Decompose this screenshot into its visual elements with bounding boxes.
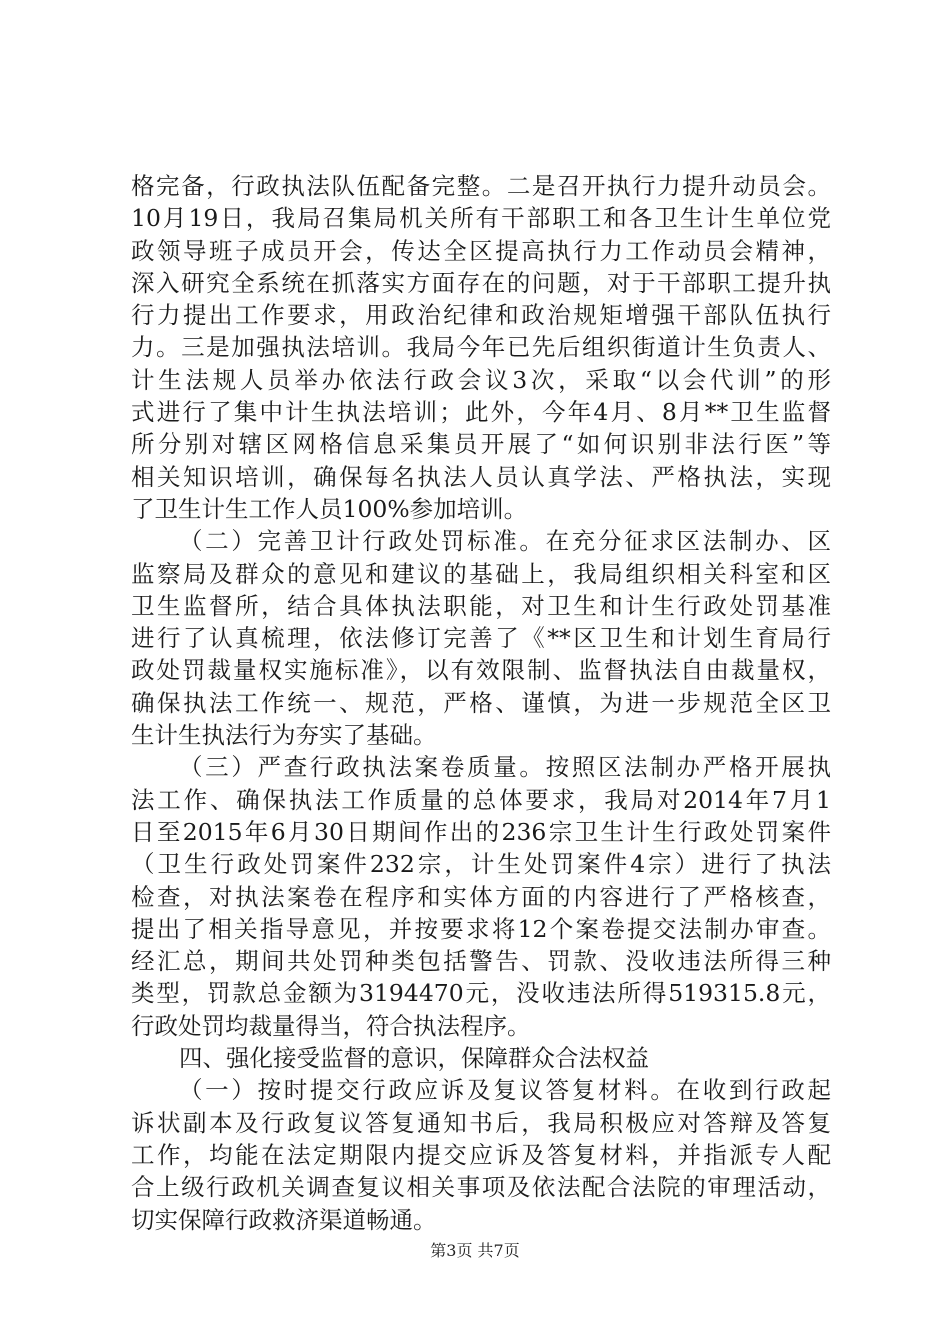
text-line: 了卫生计生工作人员100%参加培训。 [131,494,528,523]
text-line: 提出了相关指导意见，并按要求将12个案卷提交法制办审查。 [131,914,831,943]
page-number: 第3页 共7页 [430,1241,520,1260]
text-line: 深入研究全系统在抓落实方面存在的问题，对于干部职工提升执 [131,268,831,297]
text-line: 计生法规人员举办依法行政会议3次，采取“以会代训”的形 [131,365,831,394]
text-line: 式进行了集中计生执法培训；此外，今年4月、8月**卫生监督 [131,398,831,427]
text-line: 切实保障行政救济渠道畅通。 [131,1205,437,1234]
text-line: （卫生行政处罚案件232宗，计生处罚案件4宗）进行了执法 [131,850,831,879]
paragraph-training [131,170,831,525]
text-line: 政处罚裁量权实施标准》，以有效限制、监督执法自由裁量权， [131,656,831,685]
text-line: 力。三是加强执法培训。我局今年已先后组织街道计生负责人、 [131,333,831,362]
text-line: 行政处罚均裁量得当，符合执法程序。 [131,1011,531,1040]
paragraph-case-quality [131,751,831,1042]
text-line: 生计生执法行为夯实了基础。 [131,721,437,750]
text-line: 所分别对辖区网格信息采集员开展了“如何识别非法行医”等 [131,430,831,459]
text-line: 监察局及群众的意见和建议的基础上，我局组织相关科室和区 [131,559,831,588]
text-line: 行力提出工作要求，用政治纪律和政治规矩增强干部队伍执行 [131,301,831,330]
text-line: 日至2015年6月30日期间作出的236宗卫生计生行政处罚案件 [131,817,831,846]
section-heading: 四、强化接受监督的意识，保障群众合法权益 [179,1044,649,1073]
paragraph-litigation [131,1074,831,1235]
text-line: 合上级行政机关调查复议相关事项及依法配合法院的审理活动， [131,1173,831,1202]
text-line: 10月19日，我局召集局机关所有干部职工和各卫生计生单位党 [131,204,831,233]
text-line: （二）完善卫计行政处罚标准。在充分征求区法制办、区 [179,527,831,556]
document-body [131,170,831,1236]
text-line: 格完备，行政执法队伍配备完整。二是召开执行力提升动员会。 [131,172,831,200]
text-line: 诉状副本及行政复议答复通知书后，我局积极应对答辩及答复 [131,1108,831,1137]
text-line: 卫生监督所，结合具体执法职能，对卫生和计生行政处罚基准 [131,591,831,620]
paragraph-penalty-standard [131,525,831,751]
text-line: 经汇总，期间共处罚种类包括警告、罚款、没收违法所得三种 [131,947,831,976]
text-line: （一）按时提交行政应诉及复议答复材料。在收到行政起 [179,1076,831,1105]
text-line: 相关知识培训，确保每名执法人员认真学法、严格执法，实现 [131,462,831,491]
text-line: 进行了认真梳理，依法修订完善了《**区卫生和计划生育局行 [131,624,831,653]
text-line: 类型，罚款总金额为3194470元，没收违法所得519315.8元， [131,979,831,1008]
text-line: 确保执法工作统一、规范，严格、谨慎，为进一步规范全区卫 [131,688,831,717]
text-line: 政领导班子成员开会，传达全区提高执行力工作动员会精神， [131,236,831,265]
text-line: （三）严查行政执法案卷质量。按照区法制办严格开展执 [179,753,831,782]
text-line: 工作，均能在法定期限内提交应诉及答复材料，并指派专人配 [131,1140,831,1169]
text-line: 法工作、确保执法工作质量的总体要求，我局对2014年7月1 [131,785,831,814]
section-heading-supervision [131,1042,831,1074]
text-line: 检查，对执法案卷在程序和实体方面的内容进行了严格核查， [131,882,831,911]
